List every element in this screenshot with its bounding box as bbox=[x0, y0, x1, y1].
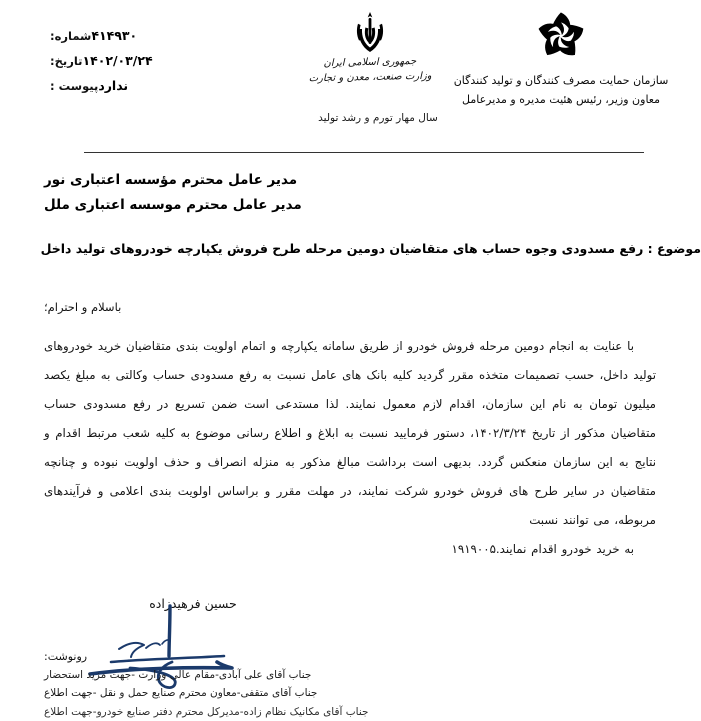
subject-line: موضوع : رفع مسدودی وجوه حساب های متقاضیان دومین مرحله طرح فروش یکپارچه خودروهای تولید داخل bbox=[40, 241, 701, 256]
cc-title: رونوشت: bbox=[44, 650, 88, 663]
ministry-line-2: وزارت صنعت، معدن و تجارت bbox=[308, 70, 432, 84]
meta-label-date: تاریخ: bbox=[50, 54, 83, 68]
signature-block bbox=[78, 596, 308, 613]
organization-pinwheel-star-logo-icon bbox=[430, 6, 692, 66]
meta-label-attachment: پیوست : bbox=[50, 79, 99, 93]
addressee-list bbox=[0, 168, 701, 218]
signer-name: حسین فرهیدزاده bbox=[149, 596, 237, 611]
cc-item-1: جناب آقای علی آبادی-مقام عالی وزارت -جهت مزید استحضار bbox=[44, 669, 312, 681]
document-meta-block bbox=[42, 28, 232, 103]
organization-title-line-2: معاون وزیر، رئیس هئیت مدیره و مدیرعامل bbox=[462, 92, 660, 106]
letterhead-header bbox=[0, 0, 701, 140]
meta-row-attachment bbox=[42, 78, 232, 93]
body-paragraph-tail: به خرید خودرو اقدام نمایند.۱۹۱۹۰۰۵ bbox=[451, 542, 634, 556]
addressee-line-2: مدیر عامل محترم موسسه اعتباری ملل bbox=[44, 196, 302, 213]
meta-value-date: ۱۴۰۲/۰۳/۲۴ bbox=[82, 53, 153, 68]
cc-item-3: جناب آقای مکانیک نظام زاده-مدیرکل محترم دفتر صنایع خودرو-جهت اطلاع bbox=[44, 705, 369, 718]
cc-item-2: جناب آقای متقفی-معاون محترم صنایع حمل و نقل -جهت اطلاع bbox=[44, 687, 318, 700]
header-divider bbox=[84, 152, 644, 153]
iran-national-emblem-icon bbox=[295, 8, 445, 54]
year-slogan: سال مهار تورم و رشد تولید bbox=[318, 112, 438, 124]
carbon-copy-block bbox=[0, 650, 701, 721]
organization-block bbox=[430, 6, 692, 109]
letter-body bbox=[44, 332, 656, 564]
ministry-block bbox=[295, 8, 445, 85]
body-paragraph: با عنایت به انجام دومین مرحله فروش خودرو از طریق سامانه یکپارچه و اتمام اولویت بندی متقاضیان خرید خودروهای تولید داخل، حسب تصمیمات متخذه مقرر گردید کلیه بانک های عامل نسبت به رفع مسدودی حساب وکالتی به مبلغ یکصد میلیون تومان به نام این سازمان، اقدام لازم معمول نمایند. لذا مستدعی است ضمن تسریع در رفع مسدودی حساب متقاضیان مذکور از تاریخ ۱۴۰۲/۳/۲۴، دستور فرمایید نسبت به ابلاغ و اطلاع رسانی موضوع به کلیه شعب مرتبط اقدام و نتایج به این سازمان منعکس گردد. بدیهی است برداشت مبالغ مذکور به منزله انصراف و حذف اولویت نبوده و چنانچه متقاضیان در سایر طرح های فروش خودرو شرکت نمایند، در مهلت مقرر و براساس اولویت بندی اعلامی و فرآیندهای مربوطه، می توانند نسبت bbox=[44, 339, 656, 527]
meta-row-date bbox=[42, 53, 232, 68]
meta-label-number: شماره: bbox=[50, 29, 92, 43]
meta-value-number: ۴۱۴۹۳۰ bbox=[91, 28, 138, 43]
ministry-line-1: جمهوری اسلامی ایران bbox=[323, 56, 417, 69]
organization-title-line-1: سازمان حمایت مصرف کنندگان و تولید کنندگان bbox=[453, 74, 669, 87]
addressee-line-1: مدیر عامل محترم مؤسسه اعتباری نور bbox=[44, 172, 298, 188]
meta-value-attachment: ندارد bbox=[98, 78, 129, 93]
meta-row-number bbox=[42, 28, 232, 43]
greeting-line: باسلام و احترام؛ bbox=[44, 300, 122, 314]
